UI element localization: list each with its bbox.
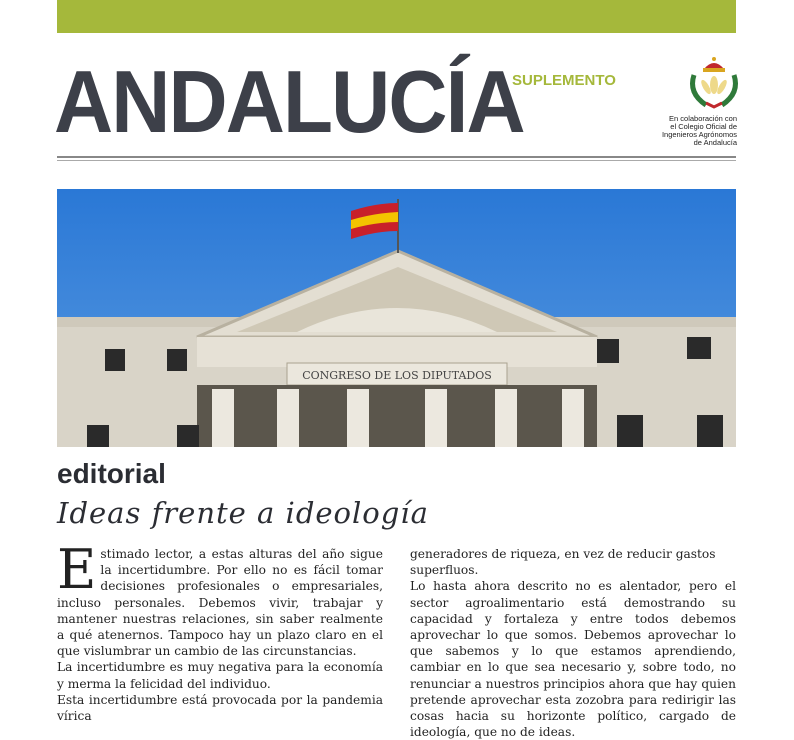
article-column-1 — [57, 538, 383, 724]
college-crest-logo — [684, 55, 744, 113]
building-inscription: CONGRESO DE LOS DIPUTADOS — [302, 369, 492, 382]
top-color-bar — [57, 0, 736, 33]
paragraph: La incertidumbre es muy negativa para la economía y merma la felicidad del individuo. — [57, 660, 383, 691]
congress-building-photo — [57, 189, 736, 447]
paragraph: Lo hasta ahora descrito no es alentador, pero el sector agroalimentario está demostrando su capacidad y fortaleza y entre todos debemos aprovechar lo que somos. Debemos aprovechar lo que sabemos y lo que estamos aprendiendo, cambiar en lo que sea necesario y, sobre todo, no renunciar a nuestros principios ahora que hay quien pretende aprovechar esta zozobra para redirigir las cosas hacia su horizonte político, cargado de ideología, que no de ideas. — [410, 579, 736, 740]
header-divider — [57, 156, 736, 158]
masthead-title: ANDALUCÍA — [54, 52, 524, 151]
collab-line: de Andalucía — [693, 138, 737, 147]
collaboration-note — [620, 115, 737, 147]
collab-line: Ingenieros Agrónomos — [661, 130, 737, 139]
collab-line: el Colegio Oficial de — [670, 122, 737, 131]
supplement-label: SUPLEMENTO — [512, 72, 616, 89]
article-headline: Ideas frente a ideología — [57, 496, 429, 530]
drop-cap: E — [57, 538, 97, 601]
header-divider-thin — [57, 160, 736, 161]
paragraph: Esta incertidumbre está provocada por la pandemia vírica — [57, 692, 383, 724]
section-label: editorial — [57, 458, 166, 489]
paragraph — [57, 538, 383, 659]
paragraph-text: stimado lector, a estas alturas del año sigue la incertidumbre. Por ello no es fácil tomar decisiones profesionales o empresariales, incluso personales. Debemos vivir, trabajar y mantener nuestras relaciones, sin saber realmente a qué atenernos. Tampoco hay un plazo claro en el que vislumbrar un cambio de las circunstancias. — [57, 547, 383, 659]
article-column-2 — [410, 546, 736, 740]
collab-line: En colaboración con — [669, 114, 737, 123]
paragraph: generadores de riqueza, en vez de reducir gastos superfluos. — [410, 547, 716, 578]
